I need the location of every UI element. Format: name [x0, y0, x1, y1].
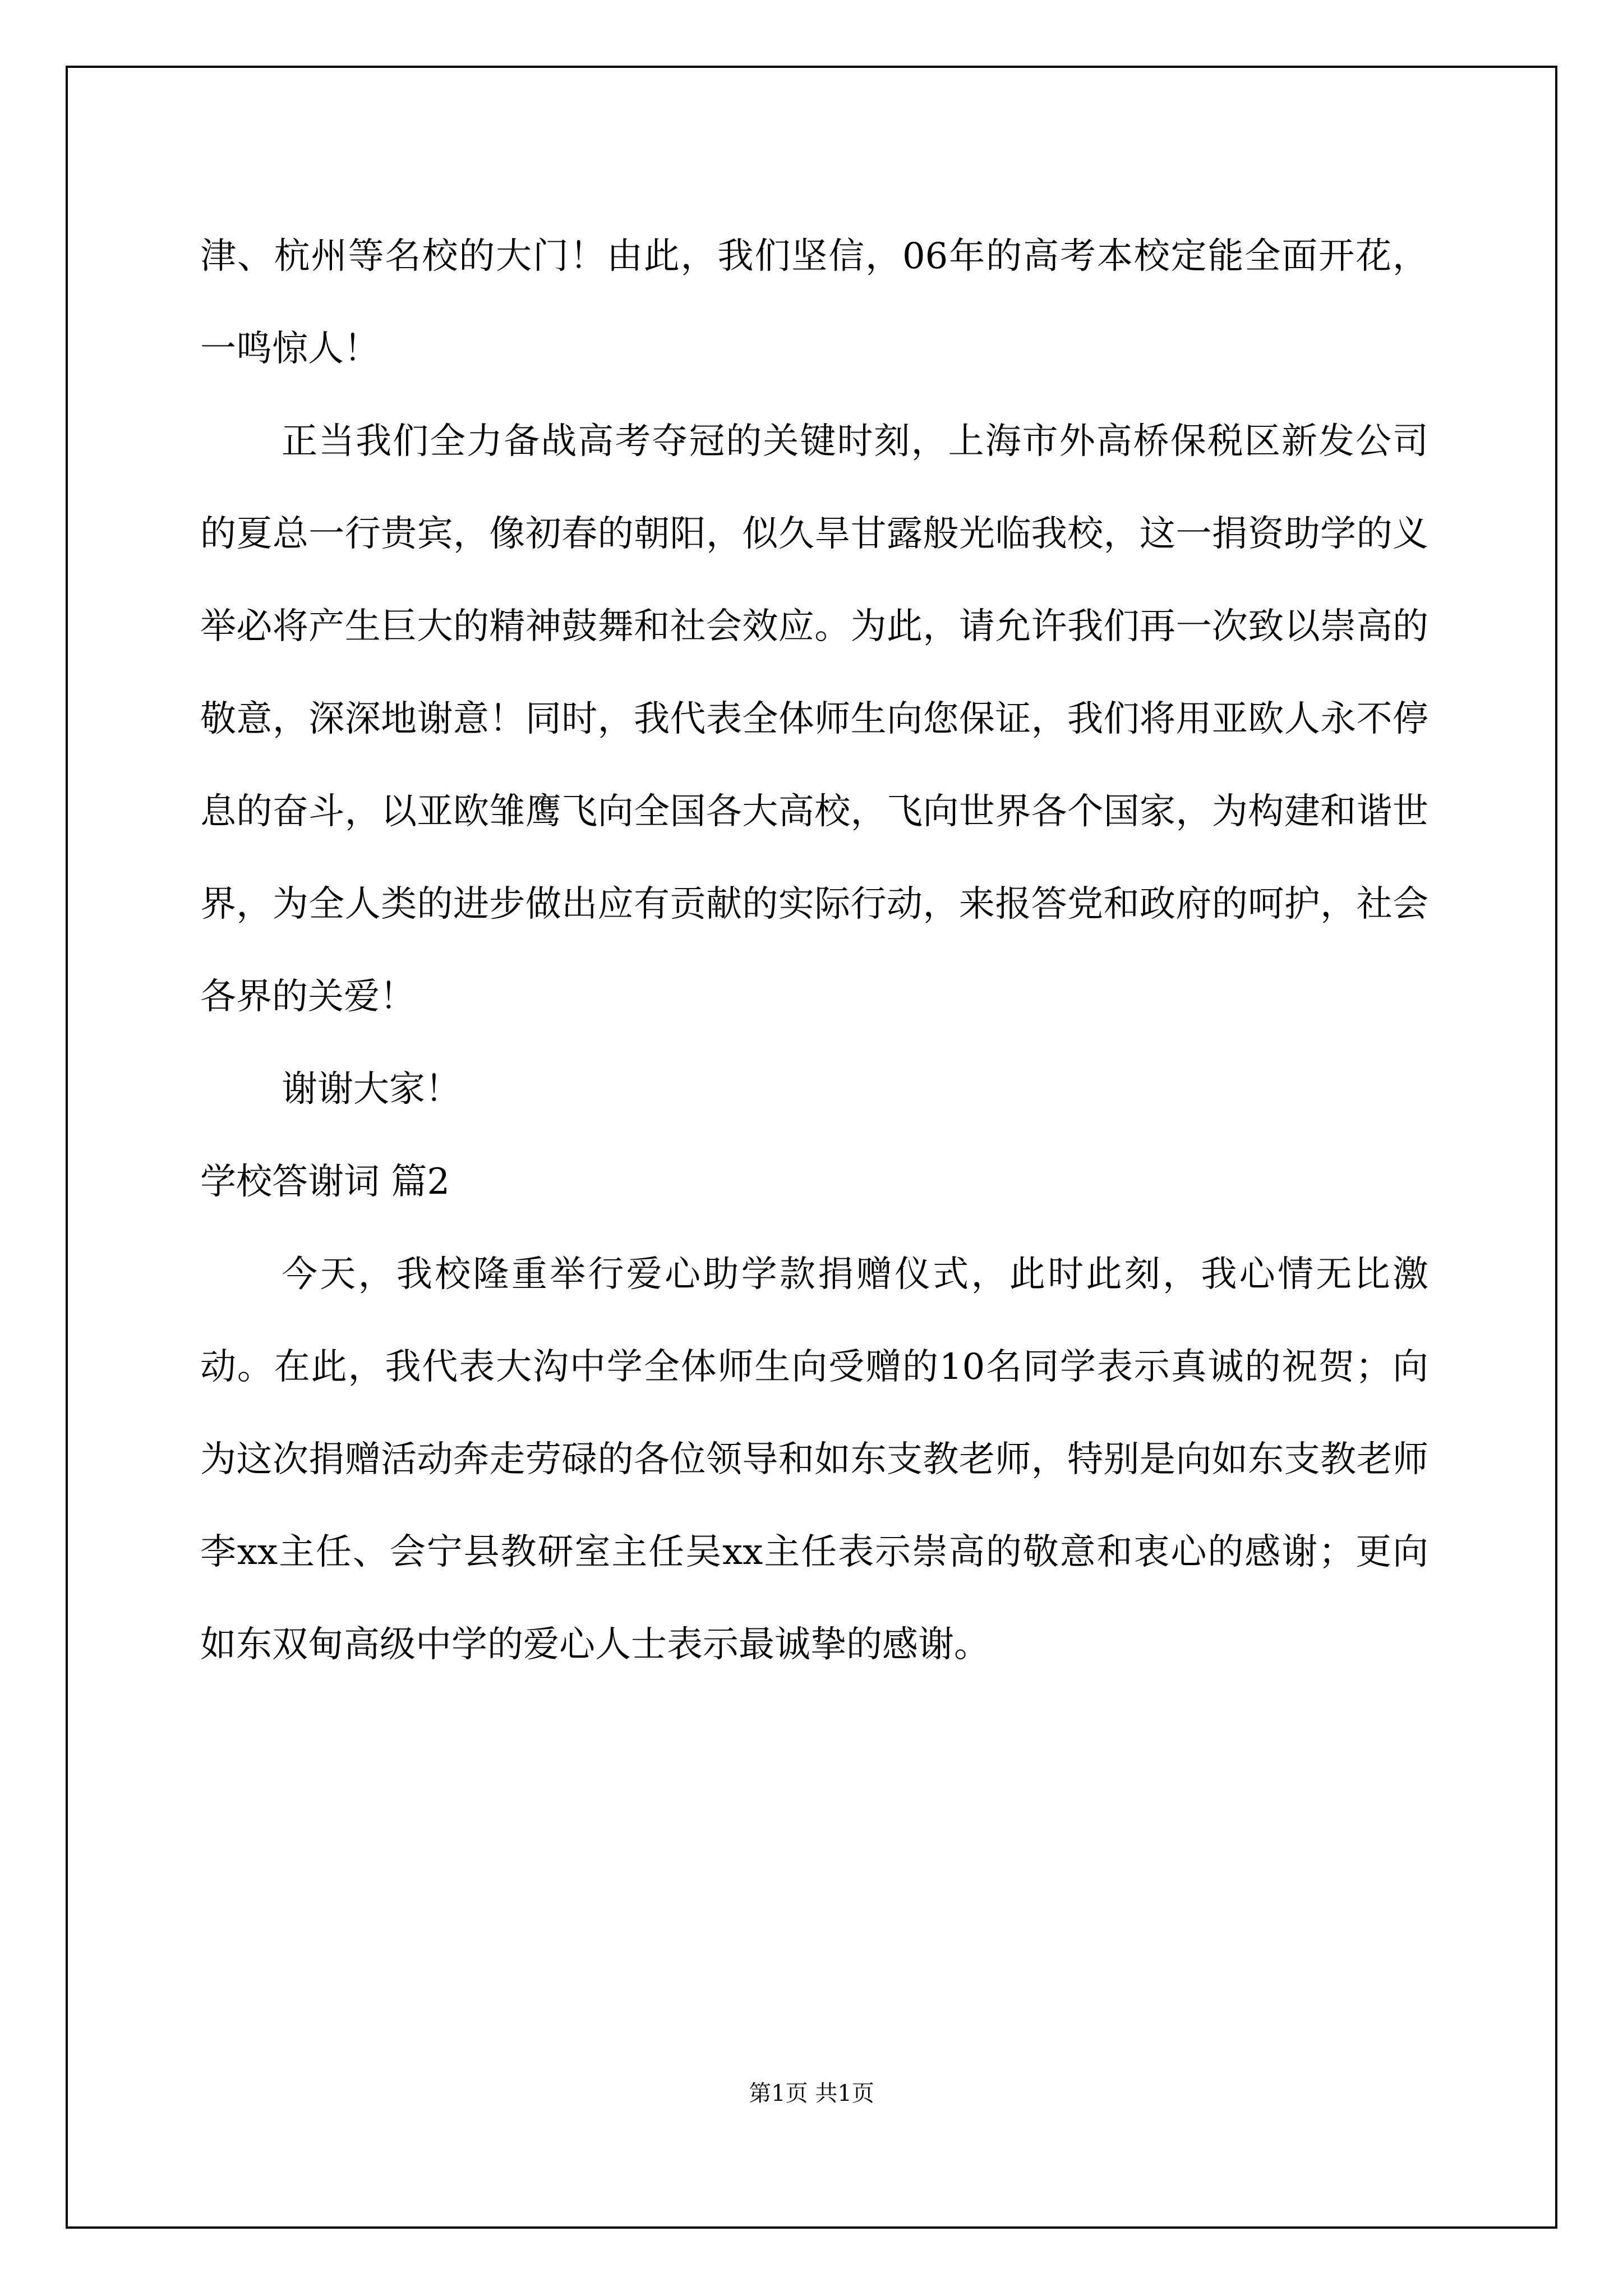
- paragraph-gratitude: 正当我们全力备战高考夺冠的关键时刻，上海市外高桥保税区新发公司的夏总一行贵宾，像初春的朝阳，似久旱甘露般光临我校，这一捐资助学的义举必将产生巨大的精神鼓舞和社会效应。为此，请允许我们再一次致以崇高的敬意，深深地谢意！同时，我代表全体师生向您保证，我们将用亚欧人永不停息的奋斗，以亚欧雏鹰飞向全国各大高校，飞向世界各个国家，为构建和谐世界，为全人类的进步做出应有贡献的实际行动，来报答党和政府的呵护，社会各界的关爱！: [200, 421, 1428, 1018]
- page-footer: 第1页 共1页: [749, 2081, 874, 2106]
- paragraph-ceremony: 今天，我校隆重举行爱心助学款捐赠仪式，此时此刻，我心情无比激动。在此，我代表大沟中学全体师生向受赠的10名同学表示真诚的祝贺；向为这次捐赠活动奔走劳碌的各位领导和如东支教老师，特别是向如东支教老师李xx主任、会宁县教研室主任吴xx主任表示崇高的敬意和衷心的感谢；更向如东双甸高级中学的爱心人士表示最诚挚的感谢。: [200, 1254, 1428, 1665]
- section-heading: 学校答谢词 篇2: [200, 1161, 450, 1203]
- paragraph-thanks: 谢谢大家！: [282, 1069, 461, 1110]
- document-body: [200, 210, 1428, 1691]
- paragraph-continuation: 津、杭州等名校的大门！由此，我们坚信，06年的高考本校定能全面开花，一鸣惊人！: [200, 236, 1428, 370]
